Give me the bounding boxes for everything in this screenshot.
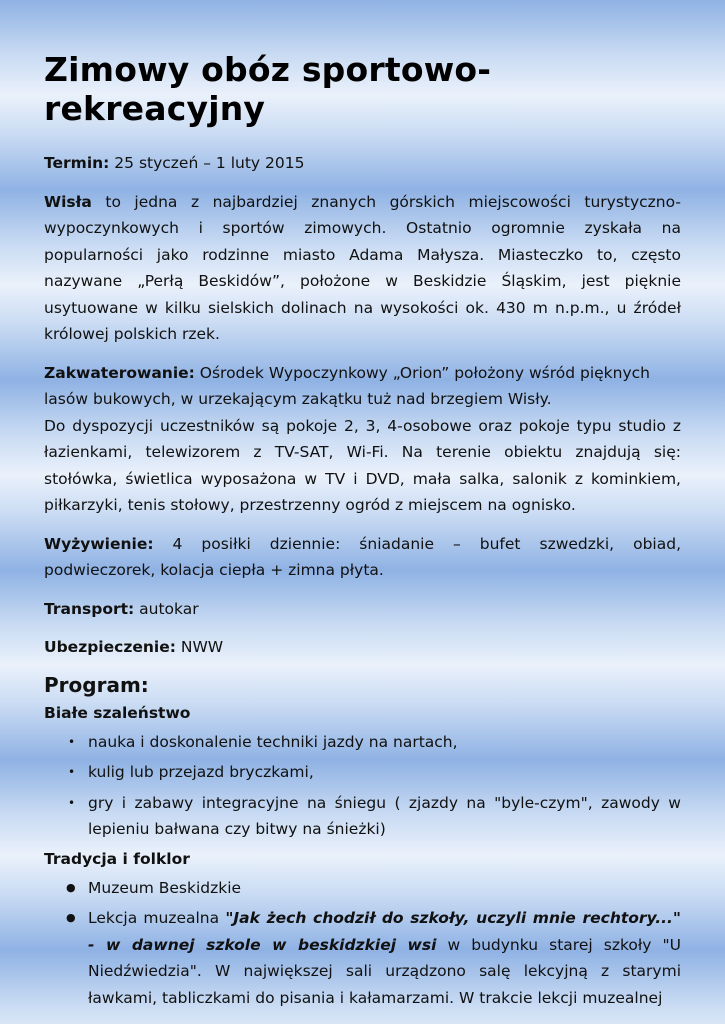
termin-value: 25 styczeń – 1 luty 2015	[109, 154, 305, 172]
zakwaterowanie-paragraph	[44, 360, 681, 413]
list-item: • kulig lub przejazd bryczkami,	[88, 759, 681, 786]
ubezpieczenie-paragraph	[44, 634, 681, 661]
program-heading: Program:	[44, 672, 149, 697]
ubezpieczenie-label: Ubezpieczenie:	[44, 638, 176, 656]
wisla-paragraph	[44, 189, 681, 348]
section-title-tradycja: Tradycja i folklor	[44, 849, 190, 868]
list-item: • nauka i doskonalenie techniki jazdy na nartach,	[88, 729, 681, 756]
lekcja-italic: "Jak żech chodził do szkoły, uczyli mnie rechtory..." - w dawnej szkole w beskidzkiej wsi	[88, 909, 681, 954]
ubezpieczenie-value: NWW	[175, 638, 224, 656]
list-item-lekcja	[88, 905, 681, 1011]
list-item: ● Muzeum Beskidzkie	[88, 875, 681, 902]
biale-list	[44, 729, 681, 843]
section-title-biale: Białe szaleństwo	[44, 703, 191, 722]
zakwaterowanie-label: Zakwaterowanie:	[44, 363, 195, 382]
zakwaterowanie-text: Ośrodek Wypoczynkowy „Orion” położony wśród pięknych lasów bukowych, w urzekającym zakątku tuż nad brzegiem Wisły.	[44, 363, 650, 408]
wyzywienie-label: Wyżywienie:	[44, 534, 154, 553]
tradycja-list	[44, 875, 681, 1012]
transport-label: Transport:	[44, 599, 135, 618]
transport-paragraph	[44, 596, 681, 623]
wyzywienie-text: 4 posiłki dziennie: śniadanie – bufet szwedzki, obiad, podwieczorek, kolacja ciepła + zimna płyta.	[44, 534, 681, 579]
wisla-text: to jedna z najbardziej znanych górskich miejscowości turystyczno-wypoczynkowych i sportów zimowych. Ostatnio ogromnie zyskała na popularności jako rodzinne miasto Adama Małysza. Miasteczko to, często nazywane „Perłą Beskidów”, położone w Beskidzie Śląskim, jest pięknie usytuowane w kilku sielskich dolinach na wysokości ok. 430 m n.p.m., u źródeł królowej polskich rzek.	[44, 192, 681, 343]
page-title: Zimowy obóz sportowo-rekreacyjny	[44, 50, 492, 128]
wyzywienie-paragraph	[44, 531, 681, 584]
termin-paragraph	[44, 150, 681, 177]
lekcja-post: w budynku starej szkoły "U Niedźwiedzia". W największej sali urządzono salę lekcyjną z starymi ławkami, tabliczkami do pisania i kałamarzami. W trakcie lekcji muzealnej	[88, 935, 681, 1007]
list-item: • gry i zabawy integracyjne na śniegu ( zjazdy na "byle-czym", zawody w lepieniu bałwana czy bitwy na śnieżki)	[88, 790, 681, 843]
lekcja-pre: Lekcja muzealna	[88, 909, 226, 927]
wisla-label: Wisła	[44, 192, 92, 211]
termin-label: Termin:	[44, 154, 110, 172]
zakwaterowanie-details: Do dyspozycji uczestników są pokoje 2, 3, 4-osobowe oraz pokoje typu studio z łazienkami, telewizorem z TV-SAT, Wi-Fi. Na terenie obiektu znajdują się: stołówka, świetlica wyposażona w TV i DVD, mała salka, salonik z kominkiem, piłkarzyki, tenis stołowy, przestrzenny ogród z miejscem na ognisko.	[44, 416, 681, 514]
transport-value: autokar	[134, 599, 199, 618]
